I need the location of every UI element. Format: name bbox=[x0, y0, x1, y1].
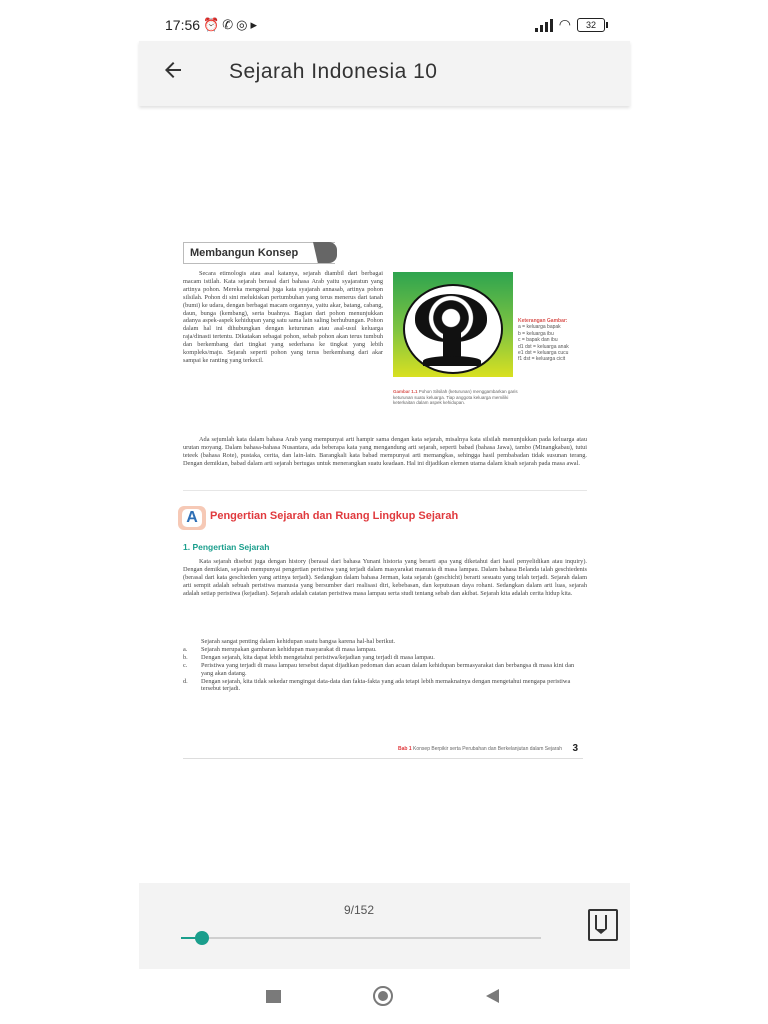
page-number: 3 bbox=[572, 743, 578, 754]
figure-legend bbox=[518, 318, 588, 363]
back-icon[interactable] bbox=[486, 989, 499, 1003]
family-tree-figure bbox=[393, 272, 513, 377]
battery-icon: 32 bbox=[577, 18, 605, 32]
list-intro: Sejarah sangat penting dalam kehidupan suatu bangsa karena hal-hal berikut. bbox=[201, 638, 396, 645]
book-title: Sejarah Indonesia 10 bbox=[229, 60, 438, 83]
page-indicator: 9/152 bbox=[344, 903, 375, 917]
status-time: 17:56 bbox=[165, 17, 201, 33]
legend-item: b = keluarga ibu bbox=[518, 330, 554, 337]
bookmark-icon[interactable] bbox=[588, 909, 618, 941]
home-icon[interactable] bbox=[373, 986, 393, 1006]
list-item: d. Dengan sejarah, kita tidak sekedar mengingat data-data dan fakta-fakta yang ada tetapi lebih memaknainya dengan mengetahui mengapa peristiwa tersebut terjadi. bbox=[183, 677, 571, 693]
figure-caption bbox=[393, 389, 518, 406]
footer-chapter: Bab 1 Konsep Berpikir serta Perubahan dan Berkelanjutan dalam Sejarah bbox=[398, 746, 562, 752]
status-notification-icons bbox=[203, 17, 260, 33]
legend-item: e1 dst = keluarga cucu bbox=[518, 350, 569, 357]
legend-item: a = keluarga bapak bbox=[518, 324, 561, 331]
chrome-icon: ◎ bbox=[236, 17, 251, 32]
section-letter: A bbox=[182, 509, 202, 527]
nav-bar bbox=[0, 975, 768, 1020]
figure-caption-label: Gambar 1.1 bbox=[393, 389, 418, 394]
section-badge bbox=[178, 506, 206, 530]
subsection-title: 1. Pengertian Sejarah bbox=[183, 542, 270, 552]
legend-item: d1 dst = keluarga anak bbox=[518, 343, 569, 350]
legend-item: c = bapak dan ibu bbox=[518, 337, 558, 344]
page-slider-thumb[interactable] bbox=[195, 931, 209, 945]
tree-icon bbox=[403, 284, 503, 374]
konsep-label: Membangun Konsep bbox=[183, 242, 335, 264]
signal-icon bbox=[535, 18, 553, 32]
intro-paragraph: Secara etimologis atau asal katanya, sejarah diambil dari berbagai macam istilah. Kata sejarah berasal dari bahasa Arab yaitu syajaratun yang artinya pohon. Mereka mengenal juga kata syajarah annasab, artinya pohon silsilah. Pohon di sini melukiskan pertumbuhan yang terus menerus dari tanah (bumi) ke udara, dengan berbagai macam organnya, yaitu akar, batang, cabang, daun, bunga (kembang), serta buahnya. Bagian dari pohon menunjukkan adanya aspek-aspek kehidupan yang satu sama lain saling berhubungan. Pohon dalam hal ini dihubungkan dengan keturunan atau asal-usul keluarga raja/dinasti tertentu. Dikatakan sebagai pohon, sebab pohon akan terus tumbuh dan berkembang dari tingkat yang sederhana ke tingkat yang lebih kompleks/maju. Sejarah seperti pohon yang terus berkembang dari akar sampai ke ranting yang terkecil. bbox=[183, 270, 383, 364]
whatsapp-icon: ✆ bbox=[222, 17, 237, 32]
page-slider-track[interactable] bbox=[181, 937, 541, 939]
app-bar bbox=[139, 41, 630, 106]
recents-icon[interactable] bbox=[266, 990, 281, 1003]
reader-controls bbox=[139, 883, 630, 969]
list-item: b. Dengan sejarah, kita dapat lebih mengetahui peristiwa/kejadian yang terjadi di masa lampau. bbox=[183, 653, 435, 661]
page-footer bbox=[178, 744, 582, 758]
divider bbox=[183, 490, 587, 491]
alarm-icon: ⏰ bbox=[203, 17, 223, 32]
importance-list bbox=[183, 638, 587, 693]
book-page[interactable] bbox=[178, 238, 590, 758]
list-item: a. Sejarah merupakan gambaran kehidupan masyarakat di masa lampau. bbox=[183, 645, 377, 653]
list-item: c. Peristiwa yang terjadi di masa lampau tersebut dapat dijadikan pedoman dan acuan dalam kehidupan bermasyarakat dan berbangsa di masa kini dan yang akan datang. bbox=[183, 661, 575, 677]
second-paragraph: Ada sejumlah kata dalam bahasa Arab yang mempunyai arti hampir sama dengan kata sejarah, misalnya kata silsilah menunjukkan pada keluarga atau urutan moyang. Dalam bahasa-bahasa Nusantara, ada beberapa kata yang mengandung arti sejarah, seperti babad (bahasa Jawa), tambo (Minangkabau), tutui teteek (bahasa Rote), pustaka, cerita, dan lain-lain. Barangkali kata babad mempunyai arti memangkas, sehingga hasil pembabadan tidak susunan terang. Dengan demikian, babad dalam arti sejarah bertugas untuk menerangkan suatu keadaan. Hal ini dijadikan elemen utama dalam kisah sejarah pada masa awal. bbox=[183, 436, 587, 467]
status-bar bbox=[165, 14, 605, 38]
legend-item: f1 dst = keluarga cicit bbox=[518, 356, 566, 363]
wifi-icon: ◠ bbox=[558, 16, 571, 32]
subsection-paragraph: Kata sejarah disebut juga dengan history (berasal dari bahasa Yunani historia yang berarti apa yang diketahui dari hasil penyelidikan atau inquiry). Dengan demikian, sejarah mempunyai pengertian peristiwa yang terjadi dalam masyarakat manusia di masa lampau. Dalam bahasa Belanda ialah geschiedenis (berasal dari kata geschieden yang artinya terjadi). Sedangkan dalam bahasa Jerman, kata sejarah (geschicht) berarti sesuatu yang telah terjadi. Sejarah dalam arti sempit adalah sebuah peristiwa manusia yang bersumber dari realisasi diri, kebebasan, dan keputusan daya rohani. Sedangkan dalam arti luas, sejarah adalah setiap peristiwa (kejadian). Sejarah adalah catatan peristiwa masa lampau serta studi tentang sebab dan akibat. Sejarah kita adalah cerita hidup kita. bbox=[183, 558, 587, 597]
arrow-left-icon[interactable] bbox=[161, 58, 185, 87]
figure-legend-title: Keterangan Gambar: bbox=[518, 318, 568, 324]
figure-caption-text: Pohon Silsilah (keturunan) menggambarkan garis keturunan suatu keluarga. Tiap anggota keluarga memiliki keterkaitan dalam aspek kehidupan. bbox=[393, 389, 518, 405]
play-icon: ▸ bbox=[250, 17, 260, 32]
section-title: Pengertian Sejarah dan Ruang Lingkup Sejarah bbox=[210, 510, 459, 522]
status-right bbox=[535, 16, 605, 33]
